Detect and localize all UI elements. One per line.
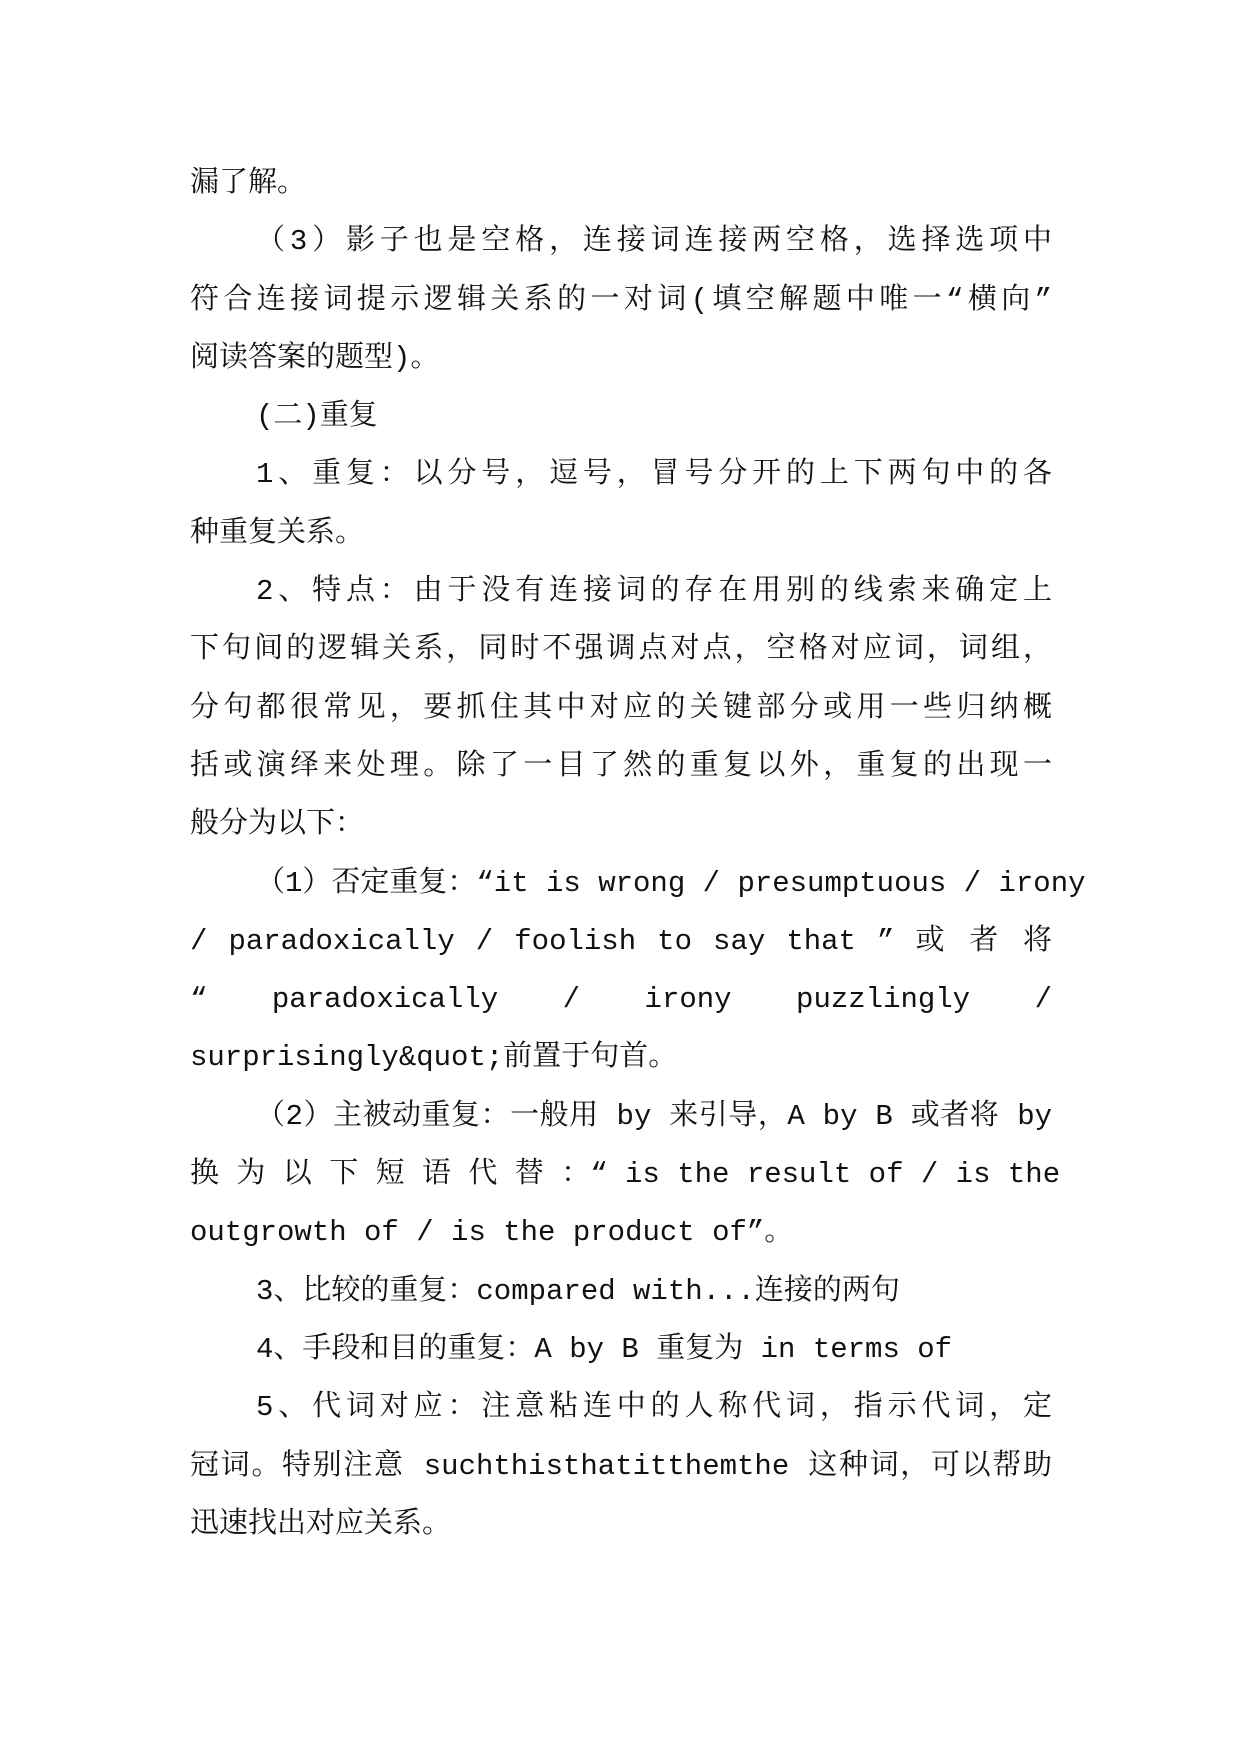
text-line: outgrowth of / is the product of”。 — [190, 1216, 794, 1250]
text-line: 2、特点：由于没有连接词的存在用别的线索来确定上 — [256, 575, 1052, 609]
text-line: 下句间的逻辑关系，同时不强调点对点，空格对应词，词组， — [190, 633, 1052, 667]
text-line: 迅速找出对应关系。 — [190, 1507, 452, 1541]
text-line: 冠词。特别注意 suchthisthatitthemthe 这种词，可以帮助 — [190, 1449, 1052, 1483]
text-line: 5、代词对应：注意粘连中的人称代词，指示代词，定 — [256, 1391, 1052, 1425]
text-line: 种重复关系。 — [190, 516, 365, 550]
text-line: 换 为 以 下 短 语 代 替 ：“ is the result of / is the — [190, 1158, 1061, 1192]
text-line: 括或演绎来处理。除了一目了然的重复以外，重复的出现一 — [190, 749, 1052, 783]
text-line: 符合连接词提示逻辑关系的一对词(填空解题中唯一“横向” — [190, 283, 1052, 317]
text-line: / paradoxically / foolish to say that ” 或 者 将 — [190, 924, 1052, 958]
text-line: “ paradoxically / irony puzzlingly / — [190, 983, 1052, 1017]
text-line: surprisingly&quot;前置于句首。 — [190, 1041, 678, 1075]
text-line: （3）影子也是空格，连接词连接两空格，选择选项中 — [256, 225, 1052, 259]
text-line: 3、比较的重复：compared with...连接的两句 — [256, 1274, 900, 1308]
text-line: 漏了解。 — [190, 167, 307, 200]
text-line: 4、手段和目的重复：A by B 重复为 in terms of — [256, 1332, 953, 1366]
text-line: （2）主被动重复：一般用 by 来引导，A by B 或者将 by — [256, 1099, 1052, 1133]
text-line: 1、重复：以分号，逗号，冒号分开的上下两句中的各 — [256, 458, 1052, 492]
text-line: 般分为以下： — [190, 808, 365, 842]
text-line: 阅读答案的题型)。 — [190, 341, 440, 375]
document-page — [190, 155, 1086, 1554]
text-line: (二)重复 — [256, 400, 378, 434]
text-line: （1）否定重复：“it is wrong / presumptuous / irony — [256, 866, 1086, 900]
text-line: 分句都很常见，要抓住其中对应的关键部分或用一些归纳概 — [190, 691, 1052, 725]
